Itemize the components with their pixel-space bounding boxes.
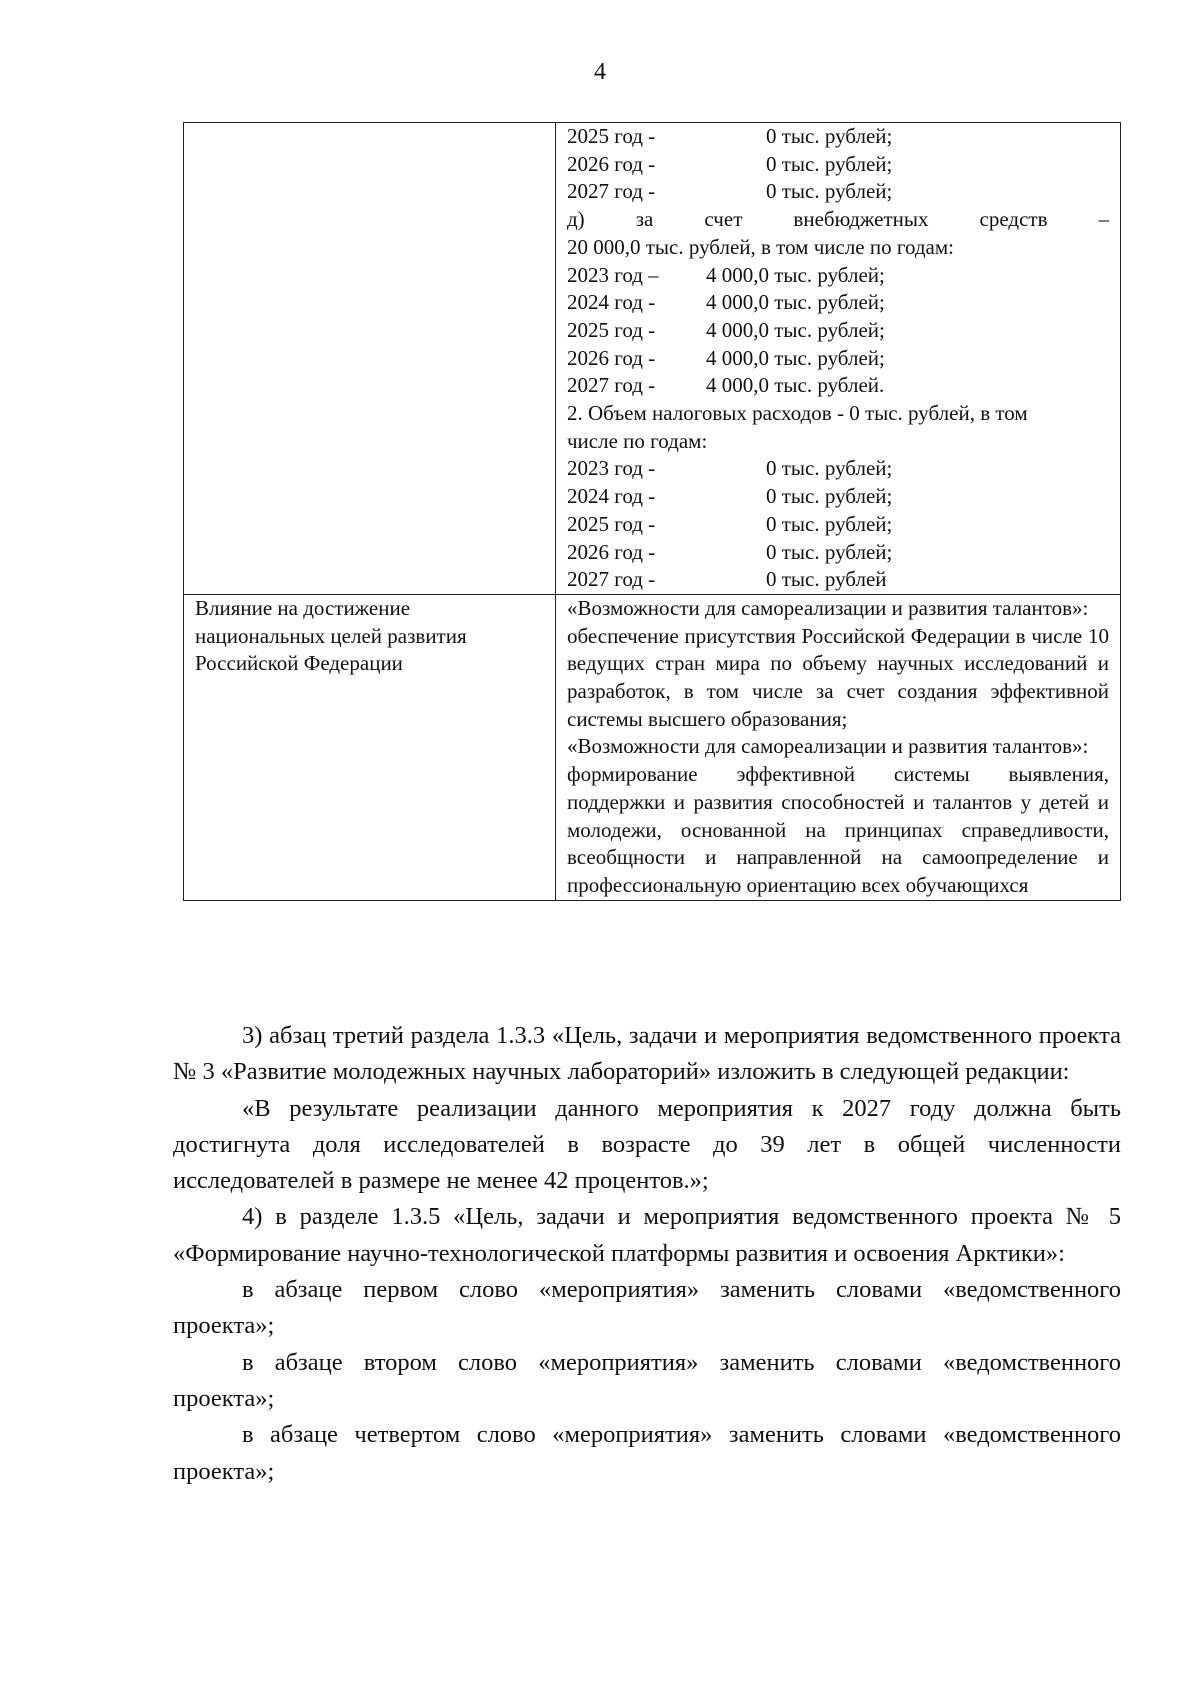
year-line [567, 511, 1109, 539]
year-line [567, 539, 1109, 567]
year-amount: 4 000,0 тыс. рублей; [706, 290, 885, 315]
year-line [567, 345, 1109, 373]
table-cell-financing [556, 123, 1121, 595]
year-line [567, 289, 1109, 317]
extrabudget-heading: д) за счет внебюджетных средств – [567, 207, 1110, 232]
year-amount: 4 000,0 тыс. рублей; [706, 345, 885, 370]
paragraph-first-replacement: в абзаце первом слово «мероприятия» заменить словами «ведомственного проекта»; [173, 1276, 1121, 1340]
year-line [567, 372, 1109, 400]
passport-table [183, 122, 1121, 901]
year-label: 2027 год - [567, 567, 656, 592]
year-line [567, 455, 1109, 483]
table-cell-impact-label [184, 594, 556, 900]
year-label: 2023 год – [567, 262, 659, 287]
year-label: 2023 год - [567, 456, 656, 481]
tax-subheading: числе по годам: [567, 428, 708, 453]
year-label: 2025 год - [567, 511, 656, 536]
year-amount: 0 тыс. рублей; [766, 539, 893, 564]
table-cell-left-empty [184, 123, 556, 595]
year-label: 2024 год - [567, 484, 656, 509]
year-line [567, 483, 1109, 511]
extrabudget-total: 20 000,0 тыс. рублей, в том числе по годам: [567, 234, 954, 259]
year-line [567, 262, 1109, 290]
year-line [567, 178, 1109, 206]
year-line [567, 151, 1109, 179]
year-amount: 0 тыс. рублей; [766, 124, 893, 148]
year-amount: 0 тыс. рублей; [766, 484, 893, 509]
table-row [184, 123, 1121, 595]
tax-heading: 2. Объем налоговых расходов - 0 тыс. рублей, в том [567, 401, 1028, 426]
impact-goal-text: обеспечение присутствия Российской Федерации в числе 10 ведущих стран мира по объему научных исследований и разработок, в том числе за счет создания эффективной системы высшего образования; [567, 623, 1109, 731]
cell-label-line: Российской Федерации [195, 651, 403, 676]
paragraph-quote: «В результате реализации данного мероприятия к 2027 году должна быть достигнута доля исследователей в возрасте до 39 лет в общей численности исследователей в размере не менее 42 процентов.»; [173, 1094, 1121, 1195]
year-amount: 4 000,0 тыс. рублей. [706, 373, 885, 398]
year-line [567, 123, 1109, 151]
year-line [567, 566, 1109, 594]
cell-label-line: Влияние на достижение [195, 595, 411, 620]
year-amount: 0 тыс. рублей; [766, 151, 893, 176]
year-label: 2026 год - [567, 151, 656, 176]
paragraph-fourth-replacement: в абзаце четвертом слово «мероприятия» заменить словами «ведомственного проекта»; [173, 1421, 1121, 1485]
year-line [567, 317, 1109, 345]
cell-label-line: национальных целей развития [195, 623, 467, 648]
table-cell-impact-text [556, 594, 1121, 900]
year-amount: 0 тыс. рублей; [766, 456, 893, 481]
year-label: 2025 год - [567, 124, 656, 148]
paragraph-second-replacement: в абзаце втором слово «мероприятия» заменить словами «ведомственного проекта»; [173, 1348, 1121, 1412]
year-amount: 4 000,0 тыс. рублей; [706, 317, 885, 342]
year-label: 2026 год - [567, 539, 656, 564]
amendment-text [173, 1018, 1121, 1490]
impact-goal-heading: «Возможности для самореализации и развития талантов»: [567, 595, 1089, 620]
year-label: 2027 год - [567, 179, 656, 204]
year-label: 2025 год - [567, 317, 656, 342]
table-row [184, 594, 1121, 900]
year-label: 2024 год - [567, 290, 656, 315]
year-amount: 4 000,0 тыс. рублей; [706, 262, 885, 287]
impact-goal-text: формирование эффективной системы выявления, поддержки и развития способностей и талантов у детей и молодежи, основанной на принципах справедливости, всеобщности и направленной на самоопределение и профессиональную ориентацию всех обучающихся [567, 762, 1109, 897]
year-label: 2027 год - [567, 373, 656, 398]
paragraph-item-4: 4) в разделе 1.3.5 «Цель, задачи и мероприятия ведомственного проекта № 5 «Формирование научно-технологической платформы развития и освоения Арктики»: [173, 1203, 1121, 1267]
paragraph-item-3: 3) абзац третий раздела 1.3.3 «Цель, задачи и мероприятия ведомственного проекта № 3 «Развитие молодежных научных лабораторий» изложить в следующей редакции: [173, 1022, 1121, 1086]
impact-goal-heading: «Возможности для самореализации и развития талантов»: [567, 734, 1089, 759]
year-amount: 0 тыс. рублей [766, 567, 887, 592]
year-amount: 0 тыс. рублей; [766, 511, 893, 536]
page-number: 4 [594, 59, 606, 85]
year-amount: 0 тыс. рублей; [766, 179, 893, 204]
year-label: 2026 год - [567, 345, 656, 370]
